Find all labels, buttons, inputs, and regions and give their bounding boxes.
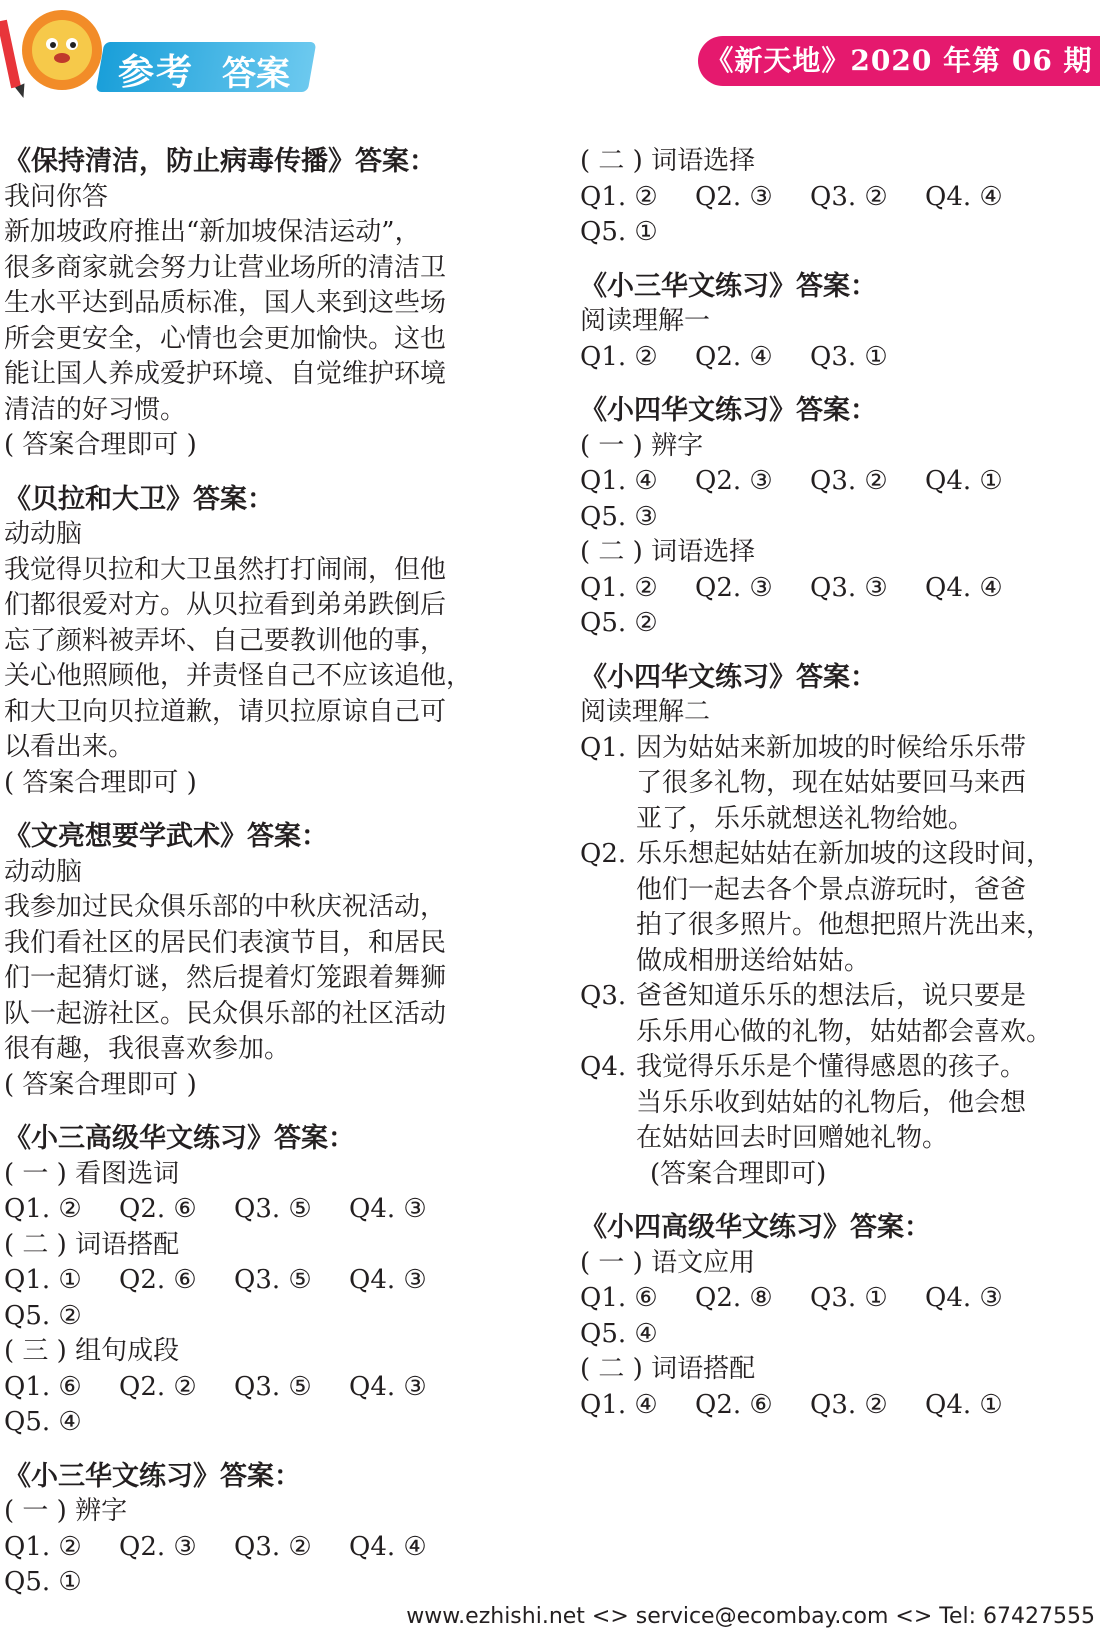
part-label: ( 二 ) 词语搭配 [4,1229,180,1260]
answer-line: 因为姑姑来新加坡的时候给乐乐带 [636,732,1027,763]
para-line: 我们看社区的居民们表演节目，和居民 [4,927,447,958]
answer-item: Q3. ⑤ [234,1265,312,1295]
answer-item: Q4. ④ [925,572,1003,603]
answer-item: Q2. ⑥ [695,1389,773,1420]
answer-row [580,464,1090,500]
answer-row [4,1530,524,1566]
answer-item: Q1. ② [4,1194,82,1224]
answer-item: Q4. ④ [925,181,1003,212]
part-label: ( 二 ) 词语选择 [580,146,756,176]
section-p3-chinese-cont [580,144,1090,251]
answer-item: Q3. ② [234,1531,312,1562]
answer-item: Q4. ③ [925,1283,1003,1313]
answer-row [580,500,1090,536]
question-label: Q1. [580,732,627,763]
para-line: 队一起游社区。民众俱乐部的社区活动 [4,998,447,1029]
answer-item: Q4. ③ [349,1371,427,1402]
answer-item: Q1. ④ [580,466,658,496]
answer-row [580,1388,1090,1424]
answer-row [580,571,1090,607]
answer-item: Q3. ① [810,1283,888,1313]
part-label: ( 三 ) 组句成段 [4,1336,180,1366]
answer-item: Q4. ③ [349,1194,427,1224]
answer-row [4,1405,524,1441]
logo-title-1: 参考 [118,52,195,93]
section-keep-clean [4,144,524,464]
section-title: 《小四华文练习》答案： [580,661,877,693]
para-line: 能让国人养成爱护环境、自觉维护环境 [4,359,447,389]
answer-item: Q5. ① [580,217,658,247]
section-subtitle: 我问你答 [4,181,109,212]
section-title: 《文亮想要学武术》答案： [4,821,328,852]
answer-row [580,180,1090,216]
section-title: 《小四高级华文练习》答案： [580,1212,931,1243]
answer-item: Q2. ② [119,1371,197,1402]
answer-item: Q4. ① [925,466,1003,496]
answer-item: Q2. ⑥ [119,1194,197,1224]
answer-item: Q5. ① [4,1567,82,1597]
para-line: 关心他照顾他，并责怪自己不应该追他， [4,661,473,691]
section-subtitle: 动动脑 [4,856,83,887]
part-label: ( 一 ) 语文应用 [580,1247,756,1278]
section-p4-chinese [580,393,1090,642]
answer-item: Q2. ④ [695,341,773,372]
answer-item: Q5. ④ [580,1318,658,1349]
answer-item: Q5. ④ [4,1407,82,1437]
answer-line: 做成相册送给姑姑。 [636,945,871,976]
left-column [4,144,524,1601]
section-title: 《保持清洁，防止病毒传播》答案： [4,146,436,177]
answer-line: 他们一起去各个景点游玩时，爸爸 [636,874,1027,905]
section-p3-higher [4,1121,524,1441]
answer-item: Q1. ④ [580,1389,658,1420]
answer-line: 乐乐用心做的礼物，姑姑都会喜欢。 [636,1016,1053,1047]
answer-item: Q4. ③ [349,1265,427,1295]
section-title: 《贝拉和大卫》答案： [4,483,274,515]
answer-item: Q1. ② [4,1531,82,1562]
answer-line: 我觉得乐乐是个懂得感恩的孩子。 [636,1052,1027,1082]
section-subtitle: 阅读理解二 [580,697,711,727]
para-line: 和大卫向贝拉道歉，请贝拉原谅自己可 [4,696,447,727]
answer-item: Q2. ③ [695,466,773,496]
answer-row [580,606,1090,642]
answer-item: Q3. ⑤ [234,1194,312,1224]
question-label: Q2. [580,839,627,869]
answer-row [580,1317,1090,1353]
para-line: 我参加过民众俱乐部的中秋庆祝活动， [4,892,447,922]
answer-line: 了很多礼物，现在姑姑要回马来西 [636,768,1027,798]
section-bella-david [4,482,524,802]
answer-q3 [580,979,1090,1050]
answer-note: ( 答案合理即可 ) [4,767,197,798]
answer-row [580,1281,1090,1317]
answer-item: Q3. ② [810,1389,888,1420]
answer-item: Q1. ② [580,341,658,372]
para-line: 很有趣，我很喜欢参加。 [4,1034,291,1064]
answer-item: Q2. ③ [695,181,773,212]
answer-item: Q3. ⑤ [234,1371,312,1402]
question-label: Q3. [580,981,627,1011]
answer-item: Q3. ① [810,341,888,372]
answer-note: ( 答案合理即可 ) [4,1069,197,1100]
section-title: 《小三华文练习》答案： [580,270,877,302]
answer-q1 [580,731,1090,838]
issue-badge: 《新天地》2020 年第 06 期 [698,36,1100,86]
para-line: 们都很爱对方。从贝拉看到弟弟跌倒后 [4,590,447,620]
answer-item: Q4. ① [925,1389,1003,1420]
answer-item: Q3. ② [810,181,888,212]
part-label: ( 一 ) 看图选词 [4,1158,180,1189]
logo-title-2: 答案 [222,54,290,94]
section-p3-reading [580,269,1090,376]
para-line: 清洁的好习惯。 [4,394,187,425]
answer-line: 乐乐想起姑姑在新加坡的这段时间， [636,839,1053,869]
section-subtitle: 阅读理解一 [580,306,711,336]
answer-item: Q4. ④ [349,1531,427,1562]
answer-item: Q1. ⑥ [580,1283,658,1313]
header-logo [0,0,330,100]
part-label: ( 二 ) 词语选择 [580,537,756,567]
answer-q4 [580,1050,1090,1157]
answer-item: Q1. ② [580,181,658,212]
answer-note: ( 答案合理即可 ) [4,430,197,460]
answer-item: Q1. ② [580,572,658,603]
answer-item: Q1. ⑥ [4,1371,82,1402]
section-p4-higher [580,1210,1090,1423]
answer-line: 亚了，乐乐就想送礼物给她。 [636,803,975,834]
answer-q2 [580,837,1090,979]
answer-row [4,1565,524,1601]
section-p3-chinese [4,1459,524,1601]
answer-item: Q5. ② [580,608,658,638]
answer-item: Q5. ② [4,1300,82,1331]
section-p4-reading [580,660,1090,1193]
para-line: 所会更安全，心情也会更加愉快。这也 [4,323,447,354]
section-title: 《小四华文练习》答案： [580,395,877,426]
answer-row [4,1263,524,1299]
answer-row [580,340,1090,376]
answer-item: Q1. ① [4,1265,82,1295]
para-line: 很多商家就会努力让营业场所的清洁卫 [4,252,447,283]
section-title: 《小三华文练习》答案： [4,1460,301,1492]
answer-row [4,1370,524,1406]
para-line: 以看出来。 [4,732,135,762]
answer-note: (答案合理即可) [650,1158,827,1189]
answer-row [4,1299,524,1335]
answer-item: Q2. ⑥ [119,1265,197,1295]
answer-item: Q3. ② [810,466,888,496]
footer-contact: www.ezhishi.net <> service@ecombay.com <> Tel: 67427555 [406,1604,1095,1629]
answer-item: Q2. ③ [119,1531,197,1562]
question-label: Q4. [580,1052,627,1082]
part-label: ( 一 ) 辨字 [580,430,704,461]
answer-line: 拍了很多照片。他想把照片洗出来， [636,910,1053,940]
answer-line: 爸爸知道乐乐的想法后，说只要是 [636,981,1027,1011]
answer-line: 在姑姑回去时回赠她礼物。 [636,1123,949,1153]
section-wenliang [4,819,524,1103]
part-label: ( 一 ) 辨字 [4,1496,128,1526]
answer-row [580,215,1090,251]
section-subtitle: 动动脑 [4,519,83,549]
para-line: 我觉得贝拉和大卫虽然打打闹闹，但他 [4,554,447,585]
part-label: ( 二 ) 词语搭配 [580,1354,756,1384]
answer-row [4,1192,524,1228]
right-column [580,144,1090,1423]
answer-item: Q2. ⑧ [695,1283,773,1313]
para-line: 生水平达到品质标准，国人来到这些场 [4,288,447,318]
para-line: 新加坡政府推出“新加坡保洁运动”， [4,217,421,247]
answer-item: Q5. ③ [580,501,658,532]
para-line: 们一起猜灯谜，然后提着灯笼跟着舞狮 [4,963,447,993]
answer-line: 当乐乐收到姑姑的礼物后，他会想 [636,1087,1027,1118]
para-line: 忘了颜料被弄坏、自己要教训他的事， [4,625,447,656]
answer-item: Q3. ③ [810,572,888,603]
section-title: 《小三高级华文练习》答案： [4,1123,355,1154]
answer-item: Q2. ③ [695,572,773,603]
